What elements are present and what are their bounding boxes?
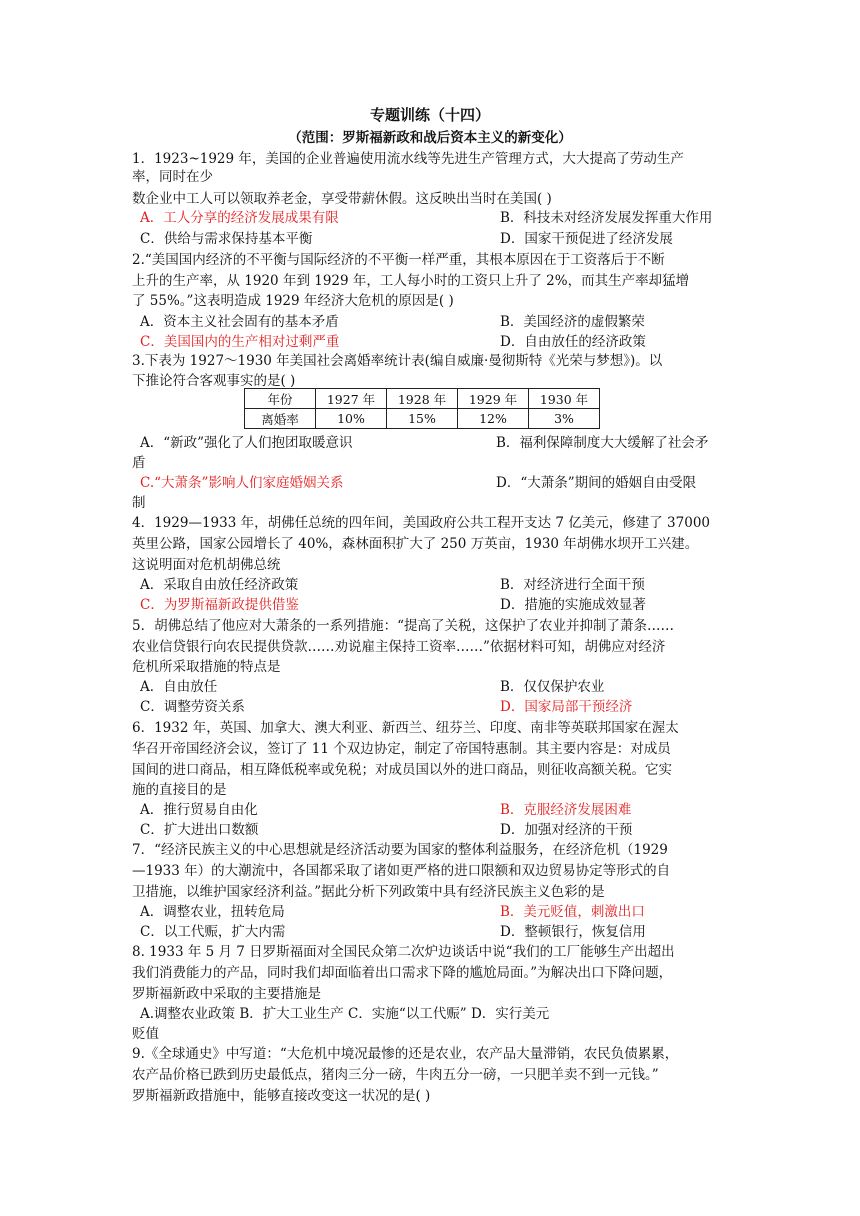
q2-stem-line: 上升的生产率，从 1920 年到 1929 年，工人每小时的工资只上升了 2%，而其生产率却猛增 [132,273,690,289]
q2-option-c: C．美国国内的生产相对过剩严重 [140,334,340,350]
table-cell: 1929 年 [458,389,529,409]
q8-stem-line: 我们消费能力的产品，同时我们却面临着出口需求下降的尴尬局面。”为解决出口下降问题， [132,965,673,981]
q1-stem-line: 率，同时在少 [132,169,213,185]
table-cell: 1930 年 [529,389,600,409]
q7-stem-line: —1933 年）的大潮流中，各国都采取了诸如更严格的进口限额和双边贸易协定等形式的自 [132,863,671,879]
q3-option-a: A．“新政”强化了人们抱团取暖意识 [140,435,353,451]
page-title: 专题训练（十四） [369,106,490,124]
q1-option-a: A．工人分享的经济发展成果有限 [140,210,339,226]
q3-stem-line: 下推论符合客观事实的是( ) [132,373,296,389]
q8-stem-line: 罗斯福新政中采取的主要措施是 [132,986,321,1002]
q7-option-c: C．以工代赈，扩大内需 [140,924,286,940]
q6-option-d: D．加强对经济的干预 [500,822,633,838]
q5-stem-line: 5．胡佛总结了他应对大萧条的一系列措施：“提高了关税，这保护了农业并抑制了萧条…… [132,618,674,634]
q7-option-d: D．整顿银行，恢复信用 [500,924,646,940]
table-cell: 1928 年 [387,389,458,409]
q7-option-b: B．美元贬值，刺激出口 [500,904,645,920]
page-subtitle: （范围：罗斯福新政和战后资本主义的新变化） [288,130,572,146]
divorce-rate-table [244,388,600,429]
q5-stem-line: 农业信贷银行向农民提供贷款……劝说雇主保持工资率……”依据材料可知，胡佛应对经济 [132,639,666,655]
q1-option-d: D．国家干预促进了经济发展 [500,231,673,247]
q3-stem-line: 3.下表为 1927～1930 年美国社会离婚率统计表(编自威廉·曼彻斯特《光荣与梦想》)。以 [132,353,663,369]
q9-stem-line: 农产品价格已跌到历史最低点，猪肉三分一磅，牛肉五分一磅，一只肥羊卖不到一元钱。” [132,1067,659,1083]
q9-stem-line: 9.《全球通史》中写道：“大危机中境况最惨的还是农业，农产品大量滞销，农民负债累累， [132,1046,679,1062]
q4-stem-line: 4．1929—1933 年，胡佛任总统的四年间，美国政府公共工程开支达 7 亿美元，修建了 37000 [132,515,711,531]
q2-option-b: B．美国经济的虚假繁荣 [500,314,645,330]
q3-option-d: D．“大萧条”期间的婚姻自由受限 [496,475,697,491]
q6-stem-line: 6．1932 年，英国、加拿大、澳大利亚、新西兰、纽芬兰、印度、南非等英联邦国家在渥太 [132,720,679,736]
q4-option-c: C．为罗斯福新政提供借鉴 [140,597,299,613]
q8-stem-line: 8. 1933 年 5 月 7 日罗斯福面对全国民众第二次炉边谈话中说“我们的工厂能够生产出超出 [132,944,675,960]
table-cell: 3% [529,409,600,429]
q5-option-b: B．仅仅保护农业 [500,679,605,695]
table-cell: 10% [316,409,387,429]
table-row [245,409,600,429]
q6-option-b: B．克服经济发展困难 [500,802,632,818]
q4-option-a: A．采取自由放任经济政策 [140,577,299,593]
q6-stem-line: 施的直接目的是 [132,782,227,798]
q3-option-b-wrap: 盾 [132,455,146,471]
q5-stem-line: 危机所采取措施的特点是 [132,659,281,675]
table-cell: 15% [387,409,458,429]
q9-stem-line: 罗斯福新政措施中，能够直接改变这一状况的是( ) [132,1088,431,1104]
q7-option-a: A．调整农业，扭转危局 [140,904,285,920]
q3-option-c: C.“大萧条”影响人们家庭婚姻关系 [140,475,344,491]
q6-stem-line: 国间的进口商品，相互降低税率或免税；对成员国以外的进口商品，则征收高额关税。它实 [132,762,672,778]
q4-option-b: B．对经济进行全面干预 [500,577,645,593]
q3-option-d-wrap: 制 [132,495,146,511]
q4-option-d: D．措施的实施成效显著 [500,597,646,613]
q1-option-b: B．科技未对经济发展发挥重大作用 [500,210,713,226]
q3-option-b: B．福利保障制度大大缓解了社会矛 [496,435,709,451]
table-cell: 12% [458,409,529,429]
q7-stem-line: 7．“经济民族主义的中心思想就是经济活动要为国家的整体利益服务，在经济危机（1929 [132,842,668,858]
table-header-row [245,389,600,409]
q8-options-line: A.调整农业政策 B．扩大工业生产 C．实施“以工代赈” D．实行美元 [140,1006,550,1022]
q1-stem-line: 数企业中工人可以领取养老金，享受带薪休假。这反映出当时在美国( ) [132,191,552,207]
q5-option-a: A．自由放任 [140,679,218,695]
table-cell: 离婚率 [245,409,316,429]
q5-option-d: D．国家局部干预经济 [500,699,633,715]
q2-stem-line: 了 55%。”这表明造成 1929 年经济大危机的原因是( ) [132,293,454,309]
q5-option-c: C．调整劳资关系 [140,699,245,715]
q2-option-d: D．自由放任的经济政策 [500,334,646,350]
table-cell: 年份 [245,389,316,409]
table-cell: 1927 年 [316,389,387,409]
q2-option-a: A．资本主义社会固有的基本矛盾 [140,314,339,330]
q6-option-c: C．扩大进出口数额 [140,822,259,838]
q1-stem-line: 1．1923~1929 年，美国的企业普遍使用流水线等先进生产管理方式，大大提高了劳动生产 [132,151,684,167]
q4-stem-line: 这说明面对危机胡佛总统 [132,557,281,573]
q7-stem-line: 卫措施，以维护国家经济利益。”据此分析下列政策中具有经济民族主义色彩的是 [132,884,605,900]
q6-option-a: A．推行贸易自由化 [140,802,258,818]
q1-option-c: C．供给与需求保持基本平衡 [140,231,313,247]
q4-stem-line: 英里公路，国家公园增长了 40%，森林面积扩大了 250 万英亩，1930 年胡佛水坝开工兴建。 [132,536,699,552]
q8-options-wrap: 贬值 [132,1026,159,1042]
q6-stem-line: 华召开帝国经济会议，签订了 11 个双边协定，制定了帝国特惠制。其主要内容是：对成员 [132,741,671,757]
q2-stem-line: 2.“美国国内经济的不平衡与国际经济的不平衡一样严重，其根本原因在于工资落后于不断 [132,252,665,268]
